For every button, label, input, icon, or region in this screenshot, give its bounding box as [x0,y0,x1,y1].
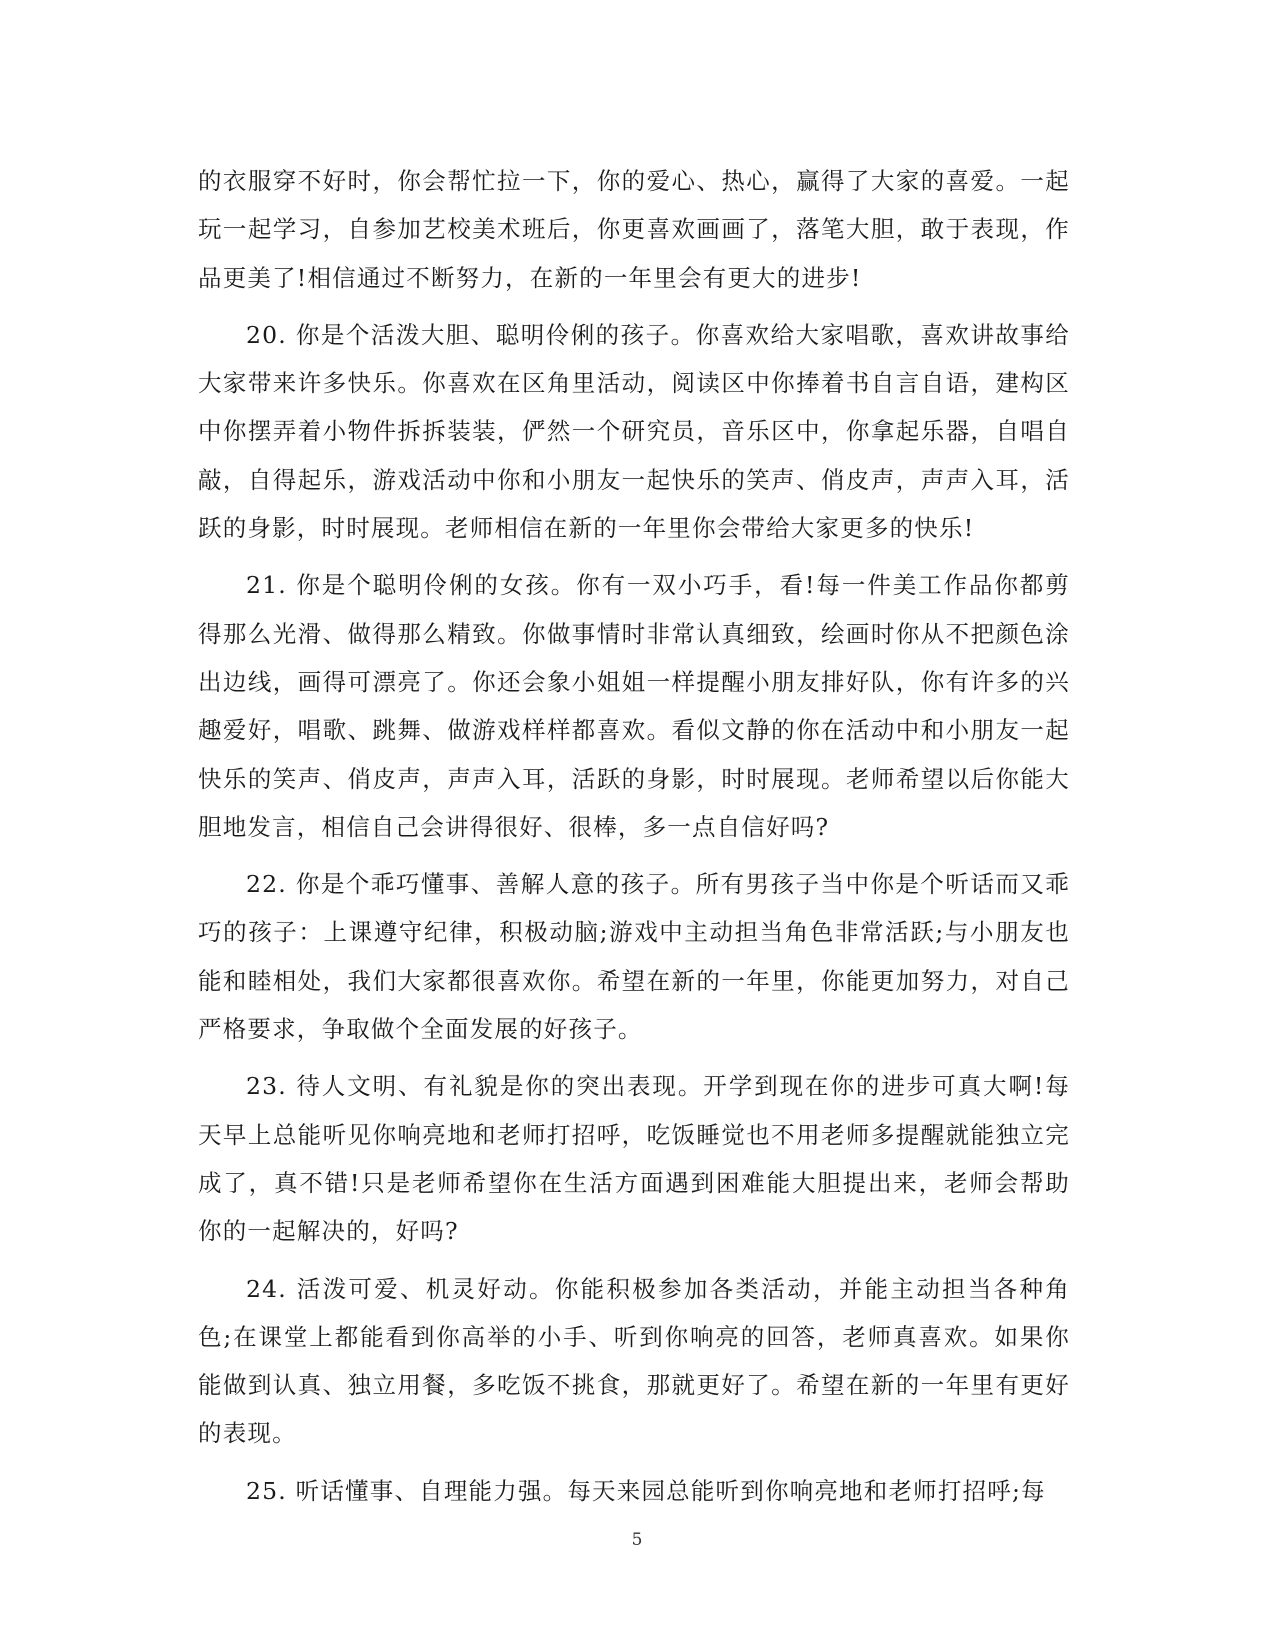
page-number: 5 [631,1530,643,1550]
paragraph-item-21: 21. 你是个聪明伶俐的女孩。你有一双小巧手，看!每一件美工作品你都剪得那么光滑、做得那么精致。你做事情时非常认真细致，绘画时你从不把颜色涂出边线，画得可漂亮了。你还会象小姐姐一样提醒小朋友排好队，你有许多的兴趣爱好，唱歌、跳舞、做游戏样样都喜欢。看似文静的你在活动中和小朋友一起快乐的笑声、俏皮声，声声入耳，活跃的身影，时时展现。老师希望以后你能大胆地发言，相信自己会讲得很好、很棒，多一点自信好吗? [198,571,1070,841]
paragraph-item-23: 23. 待人文明、有礼貌是你的突出表现。开学到现在你的进步可真大啊!每天早上总能听见你响亮地和老师打招呼，吃饭睡觉也不用老师多提醒就能独立完成了，真不错!只是老师希望你在生活方面遇到困难能大胆提出来，老师会帮助你的一起解决的，好吗? [198,1072,1070,1246]
paragraph-item-20: 20. 你是个活泼大胆、聪明伶俐的孩子。你喜欢给大家唱歌，喜欢讲故事给大家带来许多快乐。你喜欢在区角里活动，阅读区中你捧着书自言自语，建构区中你摆弄着小物件拆拆装装，俨然一个研究员，音乐区中，你拿起乐器，自唱自敲，自得起乐，游戏活动中你和小朋友一起快乐的笑声、俏皮声，声声入耳，活跃的身影，时时展现。老师相信在新的一年里你会带给大家更多的快乐! [198,320,1070,543]
document-body [198,157,1070,1524]
paragraph-item-25: 25. 听话懂事、自理能力强。每天来园总能听到你响亮地和老师打招呼;每 [246,1476,1046,1505]
paragraph-item-22: 22. 你是个乖巧懂事、善解人意的孩子。所有男孩子当中你是个听话而又乖巧的孩子：上课遵守纪律，积极动脑;游戏中主动担当角色非常活跃;与小朋友也能和睦相处，我们大家都很喜欢你。希望在新的一年里，你能更加努力，对自己严格要求，争取做个全面发展的好孩子。 [198,870,1070,1044]
paragraph-continuation: 的衣服穿不好时，你会帮忙拉一下，你的爱心、热心，赢得了大家的喜爱。一起玩一起学习，自参加艺校美术班后，你更喜欢画画了，落笔大胆，敢于表现，作品更美了!相信通过不断努力，在新的一年里会有更大的进步! [198,167,1070,292]
paragraph-item-24: 24. 活泼可爱、机灵好动。你能积极参加各类活动，并能主动担当各种角色;在课堂上都能看到你高举的小手、听到你响亮的回答，老师真喜欢。如果你能做到认真、独立用餐，多吃饭不挑食，那就更好了。希望在新的一年里有更好的表现。 [198,1274,1070,1448]
